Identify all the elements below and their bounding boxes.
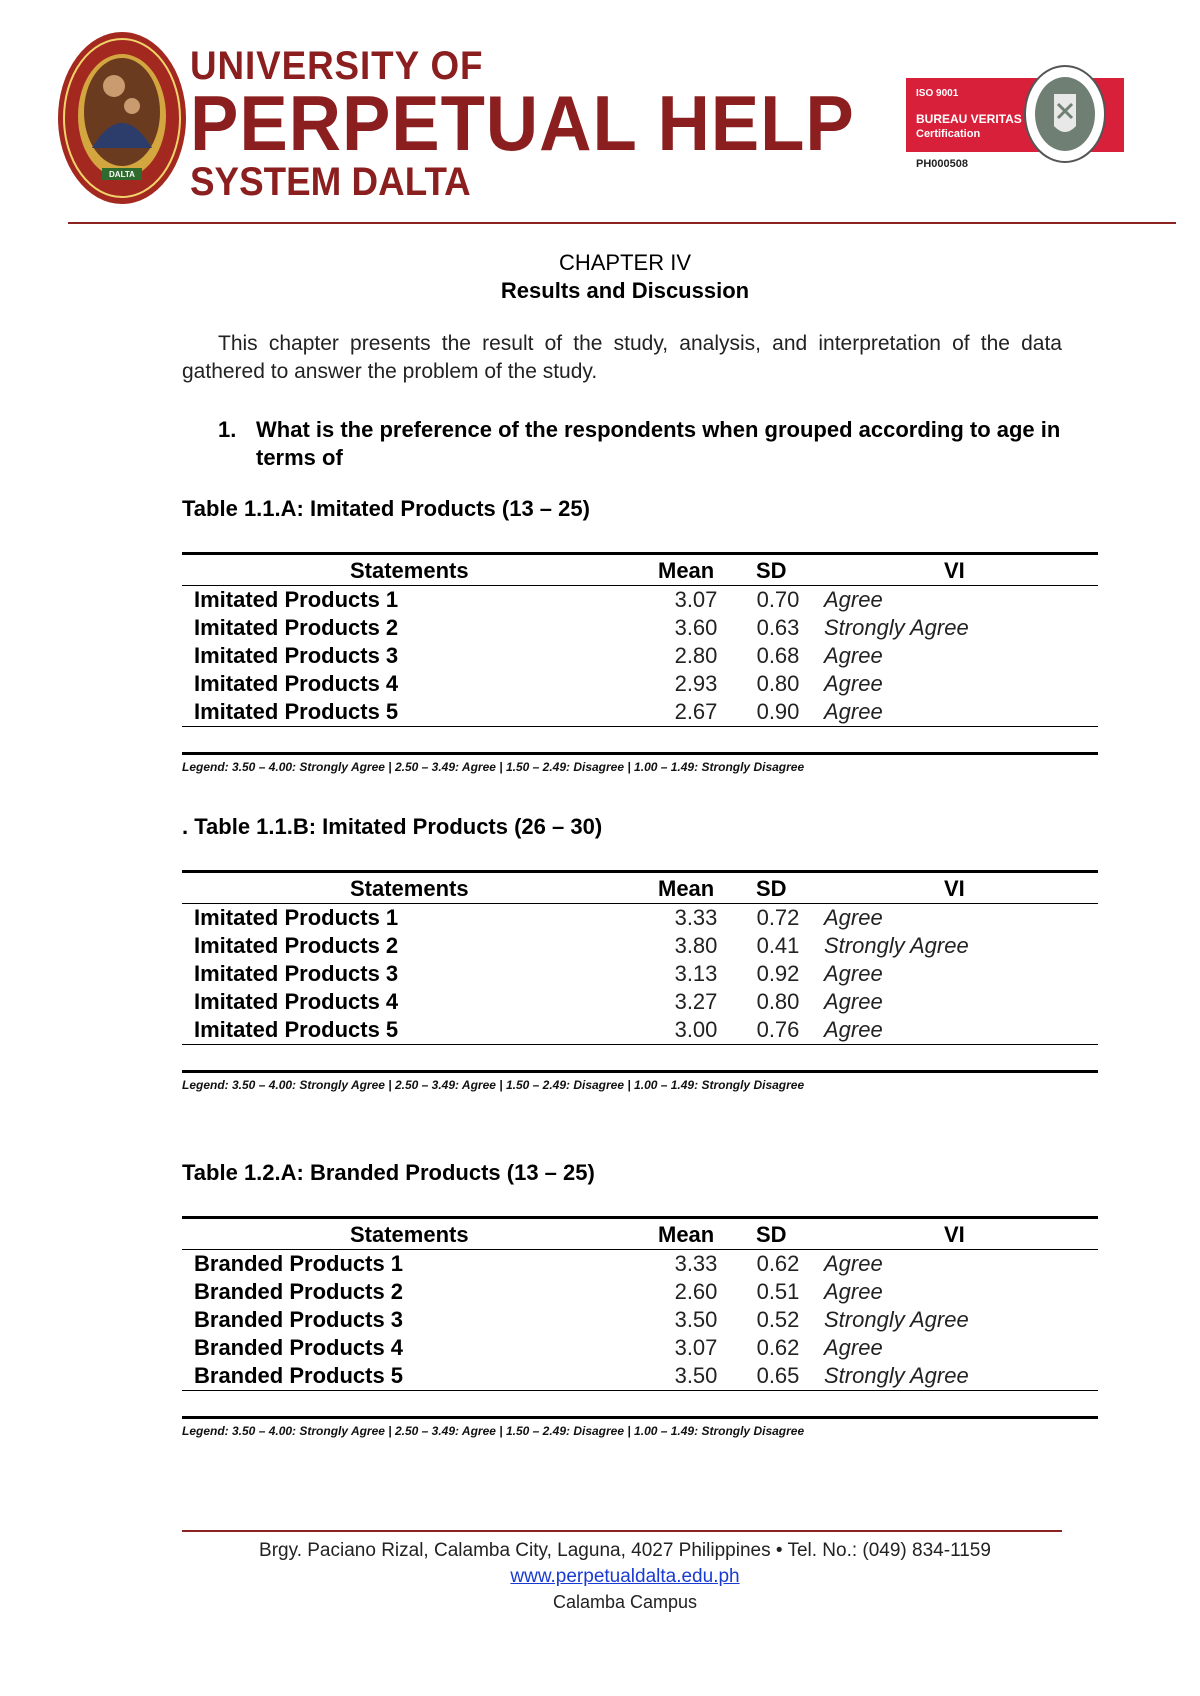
seal-bottom-text: DALTA [109, 170, 135, 179]
cell-statement: Imitated Products 1 [194, 587, 399, 612]
cell-sd: 0.92 [756, 961, 800, 986]
table-row [182, 1362, 1098, 1390]
table-title: . Table 1.1.B: Imitated Products (26 – 30) [182, 814, 603, 839]
cell-sd: 0.72 [756, 905, 800, 930]
cell-vi: Strongly Agree [824, 1307, 969, 1332]
cell-mean: 3.07 [674, 1335, 718, 1360]
legend-rule [182, 752, 1098, 755]
cell-vi: Strongly Agree [824, 615, 969, 640]
cell-vi: Strongly Agree [824, 1363, 969, 1388]
header-statements: Statements [350, 1222, 469, 1247]
table-legend: Legend: 3.50 – 4.00: Strongly Agree | 2.50 – 3.49: Agree | 1.50 – 2.49: Disagree | 1.00 – 1.49: Strongly Disagree [182, 1078, 805, 1092]
results-table [182, 552, 1098, 774]
cell-mean: 3.60 [674, 615, 718, 640]
table-title: Table 1.1.A: Imitated Products (13 – 25) [182, 496, 590, 521]
cell-mean: 2.80 [674, 643, 718, 668]
table-legend: Legend: 3.50 – 4.00: Strongly Agree | 2.50 – 3.49: Agree | 1.50 – 2.49: Disagree | 1.00 – 1.49: Strongly Disagree [182, 760, 805, 774]
cert-code: PH000508 [916, 158, 968, 170]
cell-mean: 3.33 [674, 1251, 718, 1276]
header-sd: SD [756, 558, 787, 583]
cell-sd: 0.63 [756, 615, 800, 640]
table-row [182, 1016, 1098, 1044]
cell-sd: 0.62 [756, 1251, 800, 1276]
university-name-line2: PERPETUAL HELP [190, 79, 855, 167]
cell-statement: Imitated Products 2 [194, 933, 399, 958]
cell-mean: 3.27 [674, 989, 718, 1014]
header-statements: Statements [350, 558, 469, 583]
table-row [182, 614, 1098, 642]
cell-sd: 0.68 [756, 643, 800, 668]
header-vi: VI [944, 876, 965, 901]
cell-statement: Branded Products 5 [194, 1363, 404, 1388]
cell-mean: 3.00 [674, 1017, 718, 1042]
cell-vi: Agree [824, 671, 883, 696]
university-name-line1: UNIVERSITY OF [190, 44, 484, 88]
table-row [182, 1334, 1098, 1362]
cell-statement: Imitated Products 3 [194, 961, 399, 986]
table-row [182, 586, 1098, 614]
cell-vi: Agree [824, 1279, 883, 1304]
research-question [218, 416, 1078, 472]
results-table [182, 870, 1098, 1092]
bureau-veritas-seal-icon [1024, 64, 1106, 164]
cell-statement: Imitated Products 4 [194, 989, 399, 1014]
header-sd: SD [756, 1222, 787, 1247]
cell-statement: Branded Products 4 [194, 1335, 404, 1360]
cell-vi: Strongly Agree [824, 933, 969, 958]
cell-statement: Branded Products 3 [194, 1307, 404, 1332]
table-title: Table 1.2.A: Branded Products (13 – 25) [182, 1160, 595, 1185]
university-name-line3: SYSTEM DALTA [190, 160, 471, 204]
footer-campus: Calamba Campus [552, 1592, 698, 1612]
cell-mean: 3.33 [674, 905, 718, 930]
legend-rule [182, 1070, 1098, 1073]
cell-vi: Agree [824, 699, 883, 724]
table-header-row [182, 555, 1098, 586]
cell-mean: 2.67 [674, 699, 718, 724]
table-row [182, 960, 1098, 988]
cell-statement: Imitated Products 3 [194, 643, 399, 668]
cell-vi: Agree [824, 587, 883, 612]
cell-vi: Agree [824, 1017, 883, 1042]
footer-address: Brgy. Paciano Rizal, Calamba City, Laguna, 4027 Philippines • Tel. No.: (049) 834-1159 [259, 1540, 991, 1561]
table-row [182, 988, 1098, 1016]
cell-statement: Imitated Products 4 [194, 671, 399, 696]
cell-statement: Imitated Products 2 [194, 615, 399, 640]
footer-divider [182, 1530, 1062, 1532]
cert-bureau-label: BUREAU VERITAS [916, 112, 1022, 126]
cell-mean: 2.60 [674, 1279, 718, 1304]
results-table [182, 1216, 1098, 1438]
question-number: 1. [218, 417, 237, 442]
cell-vi: Agree [824, 989, 883, 1014]
cell-sd: 0.62 [756, 1335, 800, 1360]
cell-statement: Imitated Products 5 [194, 1017, 399, 1042]
header-vi: VI [944, 558, 965, 583]
cell-statement: Imitated Products 5 [194, 699, 399, 724]
cell-sd: 0.52 [756, 1307, 800, 1332]
cell-sd: 0.51 [756, 1279, 800, 1304]
cell-sd: 0.41 [756, 933, 800, 958]
cell-mean: 3.13 [674, 961, 718, 986]
cert-certification-label: Certification [916, 128, 981, 140]
cell-vi: Agree [824, 643, 883, 668]
cell-mean: 3.07 [674, 587, 718, 612]
cell-vi: Agree [824, 1335, 883, 1360]
cell-sd: 0.90 [756, 699, 800, 724]
legend-rule [182, 1416, 1098, 1419]
table-row [182, 670, 1098, 698]
header-divider [68, 222, 1176, 224]
cert-iso-label: ISO 9001 [916, 88, 959, 99]
chapter-title: Results and Discussion [500, 278, 750, 303]
cell-statement: Branded Products 2 [194, 1279, 404, 1304]
header-mean: Mean [658, 876, 715, 901]
cell-vi: Agree [824, 905, 883, 930]
table-row [182, 904, 1098, 932]
university-seal-logo [56, 28, 188, 208]
cell-statement: Imitated Products 1 [194, 905, 399, 930]
header-mean: Mean [658, 558, 715, 583]
table-row [182, 1306, 1098, 1334]
header-vi: VI [944, 1222, 965, 1247]
table-header-row [182, 1219, 1098, 1250]
header-mean: Mean [658, 1222, 715, 1247]
cell-mean: 3.50 [674, 1307, 718, 1332]
header-sd: SD [756, 876, 787, 901]
table-row [182, 642, 1098, 670]
cell-sd: 0.65 [756, 1363, 800, 1388]
question-text: What is the preference of the respondents when grouped according to age in terms of [256, 417, 1061, 470]
header-statements: Statements [350, 876, 469, 901]
cell-vi: Agree [824, 1251, 883, 1276]
cell-mean: 3.80 [674, 933, 718, 958]
chapter-number: CHAPTER IV [558, 250, 692, 275]
cell-mean: 3.50 [674, 1363, 718, 1388]
intro-paragraph: This chapter presents the result of the study, analysis, and interpretation of the data gathered to answer the problem of the study. [182, 332, 1062, 383]
cell-sd: 0.80 [756, 989, 800, 1014]
table-header-row [182, 873, 1098, 904]
footer-website [0, 1566, 1200, 1588]
table-row [182, 932, 1098, 960]
table-row [182, 1250, 1098, 1278]
cell-statement: Branded Products 1 [194, 1251, 404, 1276]
cell-vi: Agree [824, 961, 883, 986]
cell-mean: 2.93 [674, 671, 718, 696]
cell-sd: 0.70 [756, 587, 800, 612]
table-legend: Legend: 3.50 – 4.00: Strongly Agree | 2.50 – 3.49: Agree | 1.50 – 2.49: Disagree | 1.00 – 1.49: Strongly Disagree [182, 1424, 805, 1438]
cell-sd: 0.76 [756, 1017, 800, 1042]
table-row [182, 698, 1098, 726]
table-row [182, 1278, 1098, 1306]
website-link[interactable]: www.perpetualdalta.edu.ph [510, 1566, 740, 1587]
cell-sd: 0.80 [756, 671, 800, 696]
